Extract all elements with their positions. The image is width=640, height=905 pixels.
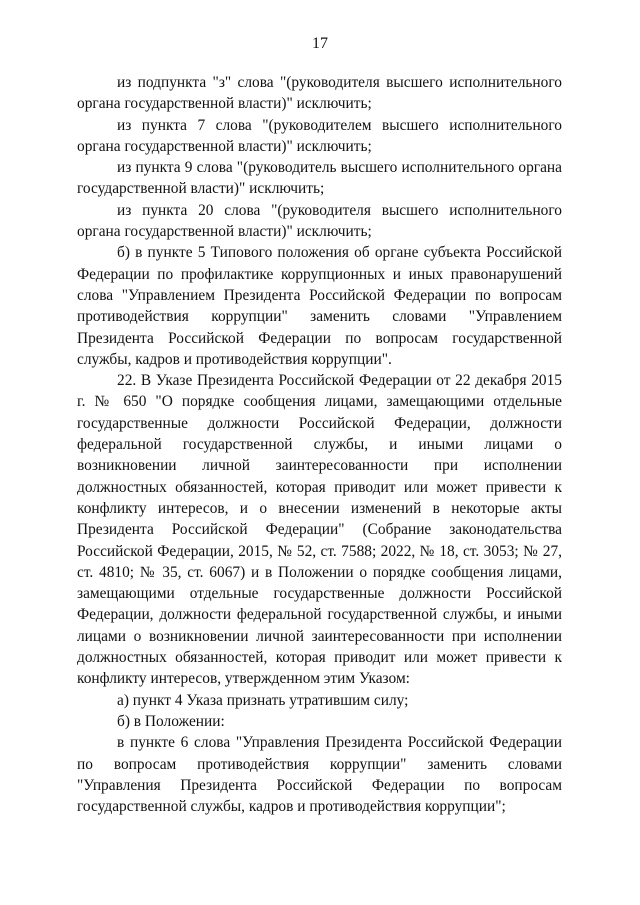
document-body	[77, 72, 562, 817]
paragraph-item-20: из пункта 20 слова "(руководителя высшего исполнительного органа государственной власти)" исключить;	[77, 201, 562, 241]
paragraph-item-9: из пункта 9 слова "(руководитель высшего исполнительного органа государственной власти)" исключить;	[77, 159, 562, 198]
paragraph-subitem-z: из подпункта "з" слова "(руководителя высшего исполнительного органа государственной власти)" исключить;	[77, 74, 562, 113]
page-number: 17	[312, 35, 328, 52]
paragraph-item-6: в пункте 6 слова "Управления Президента Российской Федерации по вопросам противодействия коррупции" заменить словами "Управления Президента Российской Федерации по вопросам государственной службы, кадров и противодействия коррупции";	[77, 734, 562, 816]
paragraph-b: б) в Положении:	[117, 712, 225, 730]
paragraph-b-item-5: б) в пункте 5 Типового положения об органе субъекта Российской Федерации по профилактике коррупционных и иных правонарушений слова "Управлением Президента Российской Федерации по вопросам противодействия коррупции" заменить словами "Управлением Президента Российской Федерации по вопросам государственной службы, кадров и противодействия коррупции".	[77, 244, 562, 368]
paragraph-22: 22. В Указе Президента Российской Федерации от 22 декабря 2015 г. № 650 "О порядке сообщения лицами, замещающими отдельные государственные должности Российской Федерации, должности федеральной государственной службы, и иными лицами о возникновении личной заинтересованности при исполнении должностных обязанностей, которая приводит или может привести к конфликту интересов, и о внесении изменений в некоторые акты Президента Российской Федерации" (Собрание законодательства Российской Федерации, 2015, № 52, ст. 7588; 2022, № 18, ст. 3053; № 27, ст. 4810; № 35, ст. 6067) и в Положении о порядке сообщения лицами, замещающими отдельные государственные должности Российской Федерации, должности федеральной государственной службы, и иными лицами о возникновении личной заинтересованности при исполнении должностных обязанностей, которая приводит или может привести к конфликту интересов, утвержденном этим Указом:	[77, 372, 562, 688]
paragraph-item-7: из пункта 7 слова "(руководителем высшего исполнительного органа государственной власти)" исключить;	[77, 116, 562, 155]
paragraph-a: а) пункт 4 Указа признать утратившим силу;	[117, 691, 409, 709]
